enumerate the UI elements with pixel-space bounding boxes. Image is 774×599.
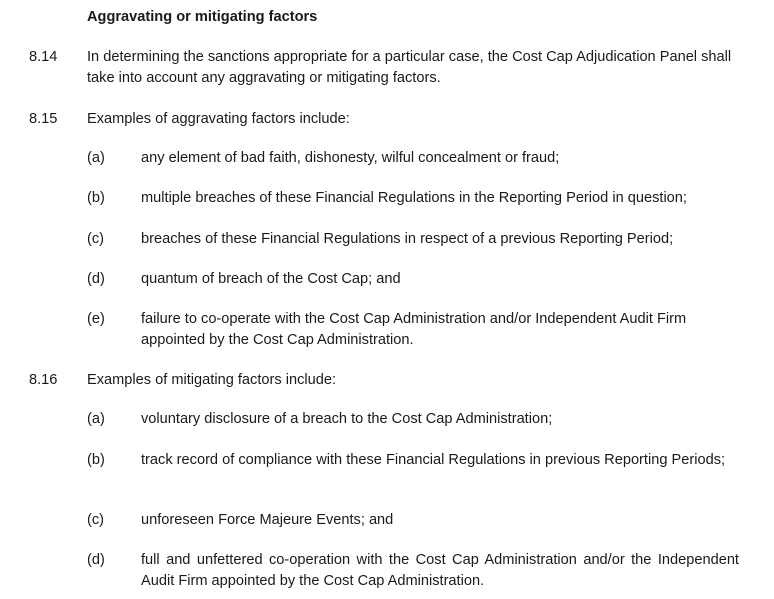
item-text-8-15-b: multiple breaches of these Financial Regulations in the Reporting Period in question; xyxy=(141,190,687,206)
item-text-8-15-e: failure to co-operate with the Cost Cap Administration and/or Independent Audit Firm appointed by the Cost Cap Administration. xyxy=(141,311,687,348)
item-letter-8-15-b: (b) xyxy=(87,190,105,206)
item-letter-8-16-c: (c) xyxy=(87,512,105,528)
section-heading: Aggravating or mitigating factors xyxy=(87,9,318,25)
item-letter-8-15-e: (e) xyxy=(87,311,105,327)
item-letter-8-16-b: (b) xyxy=(87,452,105,468)
clause-number-8-16: 8.16 xyxy=(29,372,58,388)
item-letter-8-15-c: (c) xyxy=(87,231,105,247)
clause-text-8-14: In determining the sanctions appropriate for a particular case, the Cost Cap Adjudication Panel shall take into account any aggravating or mitigating factors. xyxy=(87,49,732,86)
item-text-8-16-a: voluntary disclosure of a breach to the Cost Cap Administration; xyxy=(141,411,553,427)
item-letter-8-16-d: (d) xyxy=(87,552,105,568)
item-letter-8-15-d: (d) xyxy=(87,271,105,287)
item-text-8-16-d: full and unfettered co-operation with the Cost Cap Administration and/or the Independent Audit Firm appointed by the Cost Cap Administration. xyxy=(141,552,739,589)
clause-text-8-16: Examples of mitigating factors include: xyxy=(87,372,337,388)
item-text-8-16-c: unforeseen Force Majeure Events; and xyxy=(141,512,394,528)
item-letter-8-15-a: (a) xyxy=(87,150,105,166)
item-text-8-15-a: any element of bad faith, dishonesty, wilful concealment or fraud; xyxy=(141,150,560,166)
item-text-8-15-c: breaches of these Financial Regulations in respect of a previous Reporting Period; xyxy=(141,231,674,247)
clause-number-8-14: 8.14 xyxy=(29,49,58,65)
item-letter-8-16-a: (a) xyxy=(87,411,105,427)
item-text-8-15-d: quantum of breach of the Cost Cap; and xyxy=(141,271,401,287)
clause-text-8-15: Examples of aggravating factors include: xyxy=(87,111,350,127)
item-text-8-16-b: track record of compliance with these Financial Regulations in previous Reporting Periods; xyxy=(141,452,726,468)
clause-number-8-15: 8.15 xyxy=(29,111,58,127)
